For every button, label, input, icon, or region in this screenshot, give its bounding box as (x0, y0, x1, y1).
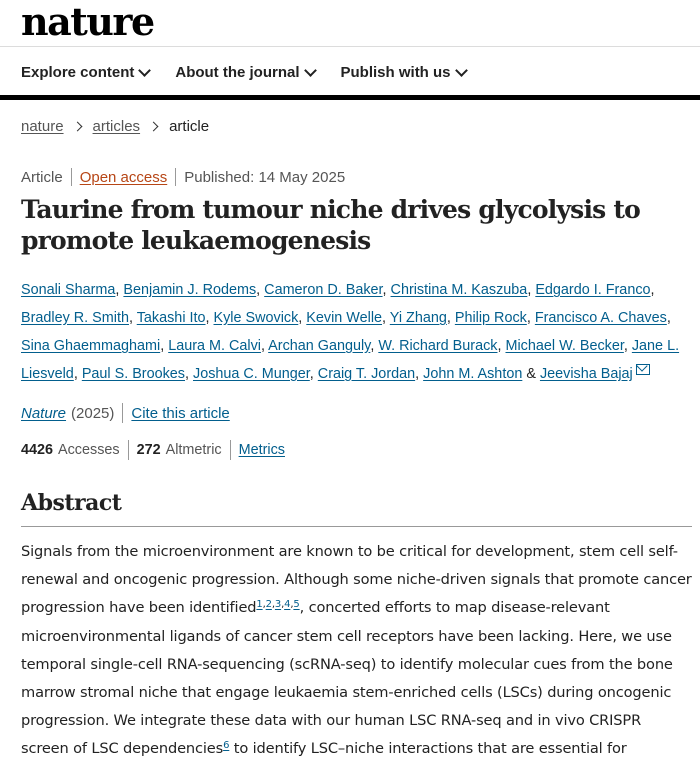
author-link[interactable]: Cameron D. Baker (264, 282, 383, 298)
author-link[interactable]: Bradley R. Smith (21, 310, 129, 326)
article-meta (21, 168, 345, 186)
email-icon[interactable] (636, 364, 650, 375)
author-link[interactable]: Archan Ganguly (268, 338, 371, 354)
author-link[interactable]: Craig T. Jordan (317, 366, 416, 382)
abstract-part: , concerted efforts to map disease-relevant microenvironmental ligands of cancer stem cell receptors have been lacking. Here, we use temporal single-cell RNA-sequencing (scRNA-seq) to identify molecular cues from the bone marrow stromal niche that engage leukaemia stem-enriched cells (LSCs) during oncogenic progression. We integrate these data with our human LSC RNA-seq and in vivo CRISPR screen of LSC dependencies (21, 599, 673, 758)
header-bar (0, 95, 700, 100)
author-link[interactable]: Yi Zhang (389, 310, 447, 326)
breadcrumb (21, 118, 209, 135)
journal-year: (2025) (71, 404, 115, 422)
citation-link[interactable]: 6 (223, 740, 230, 752)
abstract-part: to identify LSC–niche interactions that are essential for (229, 740, 627, 758)
divider (128, 440, 129, 460)
article-type: Article (21, 168, 63, 186)
accesses-count: 4426 (21, 442, 54, 458)
author-link[interactable]: Jane L. Liesveld (21, 338, 680, 382)
metrics-link[interactable]: Metrics (238, 442, 285, 458)
author-link[interactable]: Benjamin J. Rodems (123, 282, 257, 298)
nav-about-journal[interactable] (175, 64, 314, 81)
breadcrumb-nature[interactable]: nature (21, 118, 64, 135)
journal-citation (21, 403, 230, 423)
accesses-label: Accesses (58, 442, 120, 458)
author-link[interactable]: Sina Ghaemmaghami (21, 338, 161, 354)
chevron-down-icon (138, 64, 151, 77)
author-link[interactable]: John M. Ashton (423, 366, 523, 382)
breadcrumb-articles[interactable]: articles (92, 118, 141, 135)
abstract-text (21, 538, 693, 764)
open-access-link[interactable]: Open access (79, 168, 168, 186)
abstract-divider (21, 526, 692, 527)
header-divider (0, 46, 700, 47)
breadcrumb-current: article (169, 118, 210, 135)
author-link[interactable]: Jeevisha Bajaj (539, 366, 633, 382)
author-link[interactable]: Francisco A. Chaves (534, 310, 667, 326)
nav-publish-with-us[interactable] (341, 64, 466, 81)
author-link[interactable]: Christina M. Kaszuba (390, 282, 528, 298)
nav-label: About the journal (175, 63, 300, 81)
article-metrics (21, 440, 285, 460)
author-list: Sonali Sharma, Benjamin J. Rodems, Cameron D. Baker, Christina M. Kaszuba, Edgardo I. Franco, Bradley R. Smith, Takashi Ito, Kyle Swovick, Kevin Welle, Yi Zhang, Philip Rock, Francisco A. Chaves, Sina Ghaemmaghami, Laura M. Calvi, Archan Ganguly, W. Richard Burack, Michael W. Becker, Jane L. Liesveld, Paul S. Brookes, Joshua C. Munger, Craig T. Jordan, John M. Ashton & Jeevisha Bajaj (21, 282, 680, 382)
author-link[interactable]: Kyle Swovick (213, 310, 299, 326)
main-nav (21, 58, 466, 86)
chevron-right-icon (149, 122, 159, 132)
abstract-part: Signals from the microenvironment are known to be critical for development, stem cell self-renewal and oncogenic progression. Although some niche-driven signals that promote cancer progression have been identified (21, 543, 692, 617)
author-link[interactable]: Kevin Welle (306, 310, 383, 326)
author-link[interactable]: W. Richard Burack (378, 338, 498, 354)
author-link[interactable]: Sonali Sharma (21, 282, 116, 298)
author-link[interactable]: Joshua C. Munger (193, 366, 310, 382)
chevron-right-icon (72, 122, 82, 132)
nav-label: Publish with us (340, 63, 451, 81)
published-date: Published: 14 May 2025 (184, 168, 346, 186)
chevron-down-icon (304, 64, 317, 77)
author-link[interactable]: Edgardo I. Franco (535, 282, 651, 298)
author-link[interactable]: Paul S. Brookes (81, 366, 185, 382)
citation-link[interactable]: 5 (293, 599, 300, 611)
author-link[interactable]: Takashi Ito (136, 310, 206, 326)
divider (175, 168, 176, 186)
nav-label: Explore content (21, 63, 135, 81)
altmetric-label: Altmetric (165, 442, 222, 458)
cite-article-link[interactable]: Cite this article (131, 404, 230, 422)
journal-name[interactable]: Nature (21, 404, 67, 422)
author-link[interactable]: Michael W. Becker (505, 338, 624, 354)
citation-refs: 1,2,3,4,5 (256, 599, 300, 611)
author-link[interactable]: Philip Rock (454, 310, 527, 326)
chevron-down-icon (455, 64, 468, 77)
citation-link[interactable]: 3 (274, 599, 282, 611)
article-title: Taurine from tumour niche drives glycolysis to promote leukaemogenesis (21, 195, 640, 255)
author-conjunction: & (526, 366, 536, 382)
nav-explore-content[interactable] (21, 64, 149, 81)
citation-link[interactable]: 2 (265, 599, 272, 611)
nature-logo[interactable]: nature (21, 0, 154, 44)
author-link[interactable]: Laura M. Calvi (168, 338, 261, 354)
divider (71, 168, 72, 186)
divider (230, 440, 231, 460)
citation-link[interactable]: 4 (284, 599, 291, 611)
divider (122, 403, 123, 423)
citation-link[interactable]: 1 (256, 599, 263, 611)
abstract-heading: Abstract (21, 490, 122, 516)
altmetric-count: 272 (136, 442, 161, 458)
